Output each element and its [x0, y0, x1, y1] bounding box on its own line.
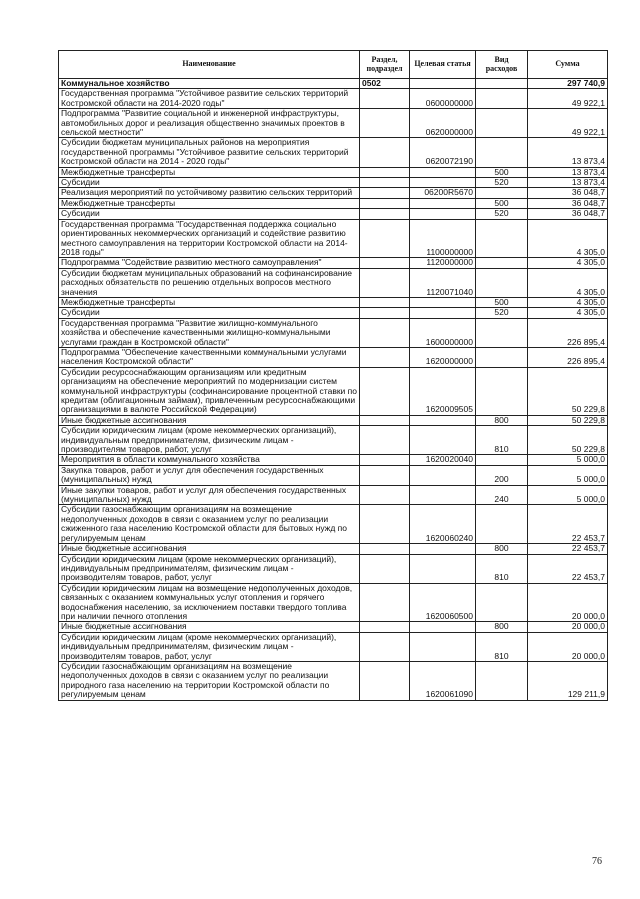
cell-expense-type	[476, 258, 528, 268]
cell-amount: 297 740,9	[528, 79, 608, 89]
budget-table	[58, 50, 608, 701]
table-row	[59, 258, 608, 268]
cell-amount: 226 895,4	[528, 347, 608, 367]
cell-section	[360, 178, 410, 188]
table-row	[59, 318, 608, 347]
cell-section	[360, 485, 410, 505]
cell-name: Межбюджетные трансферты	[59, 297, 360, 307]
cell-target: 1620020040	[410, 455, 476, 465]
cell-name: Субсидии юридическим лицам (кроме некоммерческих организаций), индивидуальным предпринимателям, физическим лицам - производителям товаров, работ, услуг	[59, 426, 360, 455]
cell-amount: 5 000,0	[528, 465, 608, 485]
table-header	[59, 51, 608, 79]
table-row	[59, 367, 608, 415]
cell-section	[360, 167, 410, 177]
cell-target	[410, 554, 476, 583]
table-row	[59, 178, 608, 188]
table-row	[59, 188, 608, 198]
cell-expense-type: 810	[476, 554, 528, 583]
cell-section	[360, 268, 410, 297]
cell-expense-type: 800	[476, 622, 528, 632]
table-row	[59, 455, 608, 465]
cell-section	[360, 347, 410, 367]
cell-expense-type	[476, 138, 528, 167]
cell-section	[360, 583, 410, 622]
cell-section	[360, 632, 410, 661]
cell-amount: 22 453,7	[528, 554, 608, 583]
cell-section	[360, 415, 410, 425]
cell-name: Подпрограмма "Обеспечение качественными коммунальными услугами населения Костромской области"	[59, 347, 360, 367]
cell-expense-type: 500	[476, 297, 528, 307]
cell-name: Субсидии ресурсоснабжающим организациям или кредитным организациям на обеспечение мероприятий по модернизации систем коммунальной инфраструктуры (софинансирование процентной ставки по кредитам (облигационным займам), привлеченным ресурсоснабжающими организациями в валюте Российской Федерации)	[59, 367, 360, 415]
cell-name: Субсидии юридическим лицам на возмещение недополученных доходов, связанных с оказанием коммунальных услуг отопления и горячего водоснабжения населению, за исключением поставки твердого топлива при наличии печного отопления	[59, 583, 360, 622]
cell-name: Субсидии юридическим лицам (кроме некоммерческих организаций), индивидуальным предпринимателям, физическим лицам - производителям товаров, работ, услуг	[59, 632, 360, 661]
page-number: 76	[592, 856, 602, 867]
cell-target: 1100000000	[410, 219, 476, 258]
cell-section	[360, 308, 410, 318]
cell-target: 1120000000	[410, 258, 476, 268]
cell-amount: 20 000,0	[528, 632, 608, 661]
cell-expense-type	[476, 347, 528, 367]
header-amount: Сумма	[528, 51, 608, 79]
cell-expense-type: 810	[476, 632, 528, 661]
cell-name: Иные бюджетные ассигнования	[59, 544, 360, 554]
cell-expense-type	[476, 661, 528, 700]
table-row	[59, 109, 608, 138]
cell-amount: 22 453,7	[528, 544, 608, 554]
cell-section	[360, 426, 410, 455]
table-row	[59, 89, 608, 109]
cell-expense-type	[476, 188, 528, 198]
cell-name: Подпрограмма "Развитие социальной и инженерной инфраструктуры, автомобильных дорог и реализация общественно значимых проектов в сельской местности"	[59, 109, 360, 138]
cell-target: 1620061090	[410, 661, 476, 700]
cell-amount: 50 229,8	[528, 426, 608, 455]
cell-target: 0620072190	[410, 138, 476, 167]
cell-section	[360, 138, 410, 167]
table-row	[59, 426, 608, 455]
cell-target	[410, 178, 476, 188]
cell-amount: 5 000,0	[528, 455, 608, 465]
cell-expense-type: 200	[476, 465, 528, 485]
header-section: Раздел, подраздел	[360, 51, 410, 79]
cell-name: Мероприятия в области коммунального хозяйства	[59, 455, 360, 465]
cell-expense-type: 520	[476, 178, 528, 188]
cell-amount: 49 922,1	[528, 109, 608, 138]
cell-section	[360, 505, 410, 544]
cell-target	[410, 426, 476, 455]
cell-section	[360, 367, 410, 415]
cell-amount: 50 229,8	[528, 367, 608, 415]
cell-expense-type	[476, 219, 528, 258]
cell-name: Реализация мероприятий по устойчивому развитию сельских территорий	[59, 188, 360, 198]
cell-target: 1620009505	[410, 367, 476, 415]
cell-amount: 4 305,0	[528, 258, 608, 268]
cell-target	[410, 485, 476, 505]
table-row	[59, 138, 608, 167]
cell-amount: 4 305,0	[528, 219, 608, 258]
table-row	[59, 268, 608, 297]
cell-target	[410, 209, 476, 219]
table-row	[59, 415, 608, 425]
cell-expense-type	[476, 318, 528, 347]
cell-target	[410, 198, 476, 208]
cell-amount: 5 000,0	[528, 485, 608, 505]
cell-expense-type: 520	[476, 308, 528, 318]
cell-target: 0600000000	[410, 89, 476, 109]
cell-expense-type	[476, 79, 528, 89]
cell-target	[410, 622, 476, 632]
cell-name: Подпрограмма "Содействие развитию местного самоуправления"	[59, 258, 360, 268]
cell-name: Субсидии	[59, 209, 360, 219]
cell-expense-type	[476, 268, 528, 297]
cell-expense-type: 240	[476, 485, 528, 505]
table-row	[59, 308, 608, 318]
cell-name: Иные бюджетные ассигнования	[59, 622, 360, 632]
cell-target: 1120071040	[410, 268, 476, 297]
table-row	[59, 554, 608, 583]
cell-expense-type	[476, 505, 528, 544]
cell-section	[360, 258, 410, 268]
cell-section	[360, 89, 410, 109]
cell-expense-type: 800	[476, 544, 528, 554]
cell-amount: 4 305,0	[528, 297, 608, 307]
cell-amount: 20 000,0	[528, 583, 608, 622]
cell-amount: 129 211,9	[528, 661, 608, 700]
table-row	[59, 347, 608, 367]
cell-name: Иные закупки товаров, работ и услуг для обеспечения государственных (муниципальных) нужд	[59, 485, 360, 505]
cell-target	[410, 308, 476, 318]
cell-section	[360, 622, 410, 632]
table-row	[59, 297, 608, 307]
cell-target: 0620000000	[410, 109, 476, 138]
cell-target	[410, 465, 476, 485]
header-expense-type: Вид расходов	[476, 51, 528, 79]
table-row	[59, 661, 608, 700]
cell-expense-type: 520	[476, 209, 528, 219]
cell-name: Субсидии газоснабжающим организациям на возмещение недополученных доходов в связи с оказанием услуг по реализации природного газа населению на территории Костромской области по регулируемым ценам	[59, 661, 360, 700]
table-body	[59, 79, 608, 701]
table-row	[59, 79, 608, 89]
header-name: Наименование	[59, 51, 360, 79]
cell-expense-type: 500	[476, 198, 528, 208]
cell-name: Субсидии газоснабжающим организациям на возмещение недополученных доходов в связи с оказанием услуг по реализации сжиженного газа населению Костромской области для бытовых нужд по регулируемым ценам	[59, 505, 360, 544]
cell-section	[360, 465, 410, 485]
cell-target	[410, 79, 476, 89]
cell-target: 1620060240	[410, 505, 476, 544]
cell-name: Субсидии бюджетам муниципальных районов на мероприятия государственной программы "Устойчивое развитие сельских территорий Костромской области на 2014 - 2020 годы"	[59, 138, 360, 167]
cell-target	[410, 167, 476, 177]
cell-target	[410, 632, 476, 661]
cell-amount: 36 048,7	[528, 188, 608, 198]
cell-amount: 50 229,8	[528, 415, 608, 425]
cell-expense-type: 500	[476, 167, 528, 177]
cell-expense-type	[476, 89, 528, 109]
cell-amount: 36 048,7	[528, 198, 608, 208]
cell-amount: 226 895,4	[528, 318, 608, 347]
cell-name: Иные бюджетные ассигнования	[59, 415, 360, 425]
cell-name: Субсидии юридическим лицам (кроме некоммерческих организаций), индивидуальным предпринимателям, физическим лицам - производителям товаров, работ, услуг	[59, 554, 360, 583]
cell-name: Межбюджетные трансферты	[59, 198, 360, 208]
cell-section	[360, 544, 410, 554]
cell-amount: 49 922,1	[528, 89, 608, 109]
cell-name: Субсидии	[59, 178, 360, 188]
cell-section	[360, 109, 410, 138]
cell-expense-type	[476, 583, 528, 622]
cell-name: Коммунальное хозяйство	[59, 79, 360, 89]
cell-name: Межбюджетные трансферты	[59, 167, 360, 177]
cell-amount: 36 048,7	[528, 209, 608, 219]
table-row	[59, 544, 608, 554]
cell-amount: 13 873,4	[528, 178, 608, 188]
table-row	[59, 198, 608, 208]
table-row	[59, 505, 608, 544]
cell-expense-type: 800	[476, 415, 528, 425]
table-row	[59, 219, 608, 258]
cell-section	[360, 209, 410, 219]
header-target: Целевая статья	[410, 51, 476, 79]
cell-section	[360, 455, 410, 465]
cell-target: 1600000000	[410, 318, 476, 347]
table-row	[59, 209, 608, 219]
header-row	[59, 51, 608, 79]
cell-amount: 4 305,0	[528, 268, 608, 297]
table-row	[59, 465, 608, 485]
cell-section	[360, 661, 410, 700]
cell-target: 1620060500	[410, 583, 476, 622]
table-row	[59, 632, 608, 661]
cell-target: 06200R5670	[410, 188, 476, 198]
cell-name: Субсидии бюджетам муниципальных образований на софинансирование расходных обязательств по решению отдельных вопросов местного значения	[59, 268, 360, 297]
cell-section	[360, 318, 410, 347]
cell-amount: 13 873,4	[528, 138, 608, 167]
cell-name: Государственная программа "Государственная поддержка социально ориентированных некоммерческих организаций и содействие развитию местного самоуправления на территории Костромской области на 2014-2018 годы"	[59, 219, 360, 258]
cell-target	[410, 544, 476, 554]
cell-section	[360, 554, 410, 583]
cell-name: Субсидии	[59, 308, 360, 318]
cell-amount: 22 453,7	[528, 505, 608, 544]
cell-section	[360, 297, 410, 307]
cell-target	[410, 415, 476, 425]
cell-amount: 13 873,4	[528, 167, 608, 177]
table-row	[59, 485, 608, 505]
cell-section	[360, 188, 410, 198]
cell-amount: 20 000,0	[528, 622, 608, 632]
cell-amount: 4 305,0	[528, 308, 608, 318]
cell-name: Закупка товаров, работ и услуг для обеспечения государственных (муниципальных) нужд	[59, 465, 360, 485]
cell-expense-type: 810	[476, 426, 528, 455]
cell-section	[360, 198, 410, 208]
cell-expense-type	[476, 109, 528, 138]
cell-target: 1620000000	[410, 347, 476, 367]
cell-section: 0502	[360, 79, 410, 89]
cell-target	[410, 297, 476, 307]
table-row	[59, 167, 608, 177]
cell-name: Государственная программа "Развитие жилищно-коммунального хозяйства и обеспечение качественными жилищно-коммунальными услугами граждан в Костромской области"	[59, 318, 360, 347]
cell-expense-type	[476, 455, 528, 465]
table-row	[59, 622, 608, 632]
cell-section	[360, 219, 410, 258]
cell-name: Государственная программа "Устойчивое развитие сельских территорий Костромской области на 2014-2020 годы"	[59, 89, 360, 109]
table-row	[59, 583, 608, 622]
cell-expense-type	[476, 367, 528, 415]
